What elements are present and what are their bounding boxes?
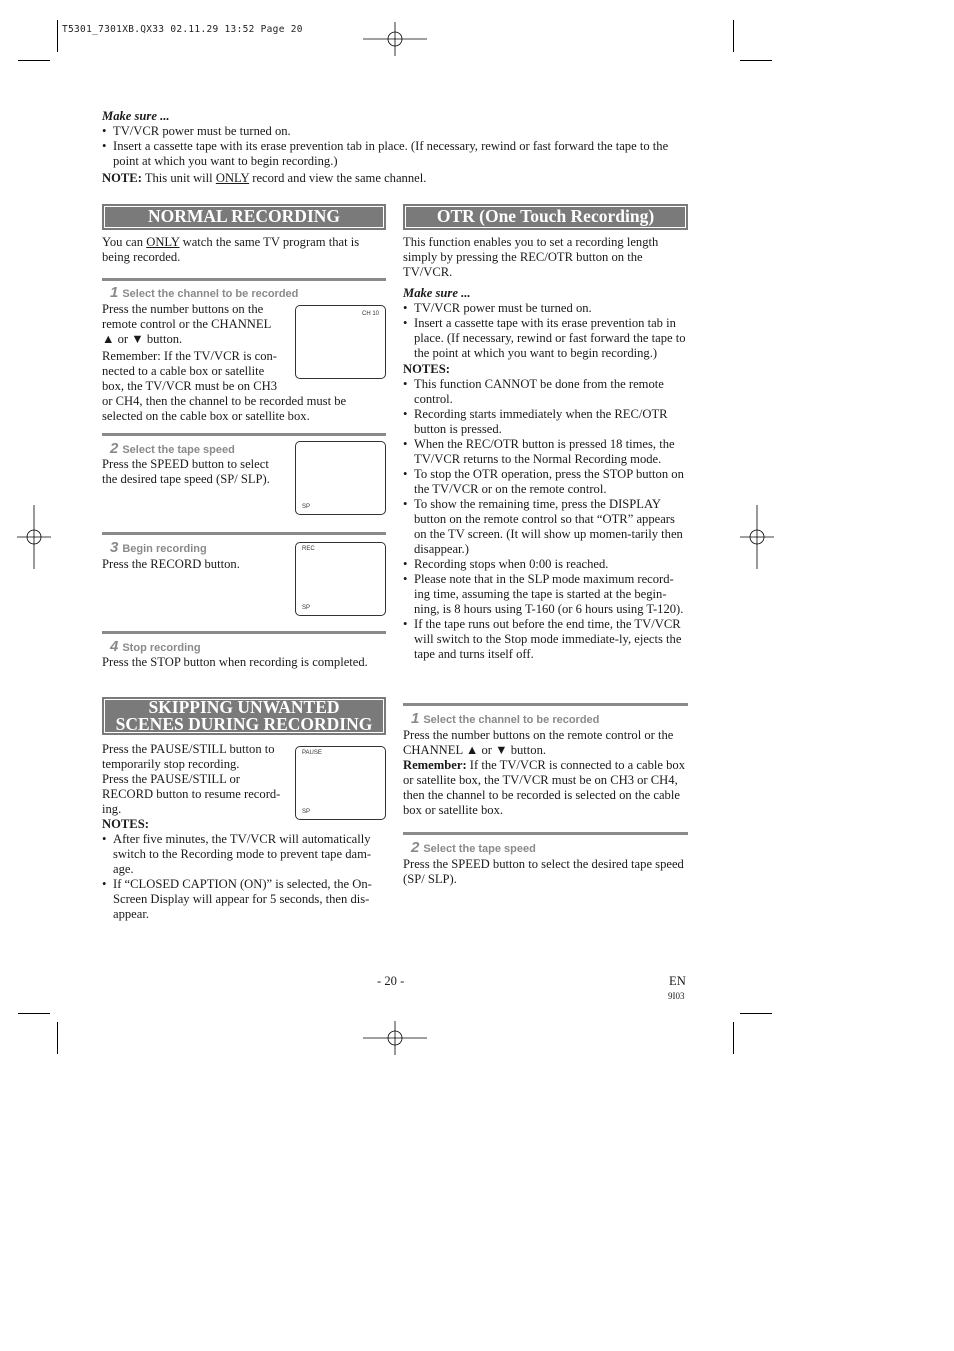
otr-step-1-text: Press the number buttons on the remote control or the CHANNEL ▲ or ▼ button. Remember: If the TV/VCR is connected to a cable box or satellite box, the TV/VCR must be on CH3 or CH4, then the channel to be recorded is selected on the cable box or satellite box. xyxy=(403,728,685,817)
note-bullet: • To show the remaining time, press the DISPLAY button on the remote control so that “OTR” appears on the TV screen. (It will show up momen-tarily then disappear.) xyxy=(403,497,683,556)
language-code: EN xyxy=(669,974,686,988)
registration-mark-top xyxy=(363,22,427,56)
make-sure-bullet: • Insert a cassette tape with its erase prevention tab in place. (If necessary, rewind or fast forward the tape to the point at which you want to begin recording.) xyxy=(403,316,686,360)
step-divider xyxy=(102,433,386,436)
step-3-text: Press the RECORD button. xyxy=(102,557,240,571)
note-bullet: • Recording starts immediately when the REC/OTR button is pressed. xyxy=(403,407,668,436)
note-bullet: • When the REC/OTR button is pressed 18 times, the TV/VCR returns to the Normal Recording mode. xyxy=(403,437,675,466)
tv-screen-sp: SP xyxy=(295,441,386,515)
skipping-text: Press the PAUSE/STILL button to temporarily stop recording. Press the PAUSE/STILL or RECORD button to resume record- ing. xyxy=(102,742,281,816)
page-number: - 20 - xyxy=(377,974,405,988)
skipping-header: SKIPPING UNWANTED SCENES DURING RECORDING xyxy=(102,697,386,735)
tv-screen-pause: PAUSE SP xyxy=(295,746,386,820)
step-1-text: Press the number buttons on the remote control or the CHANNEL ▲ or ▼ button. Remember: If the TV/VCR is con- nected to a cable box or satellite box, the TV/VCR must be on CH3 or CH4, then the channel to be recorded must be selected on the cable box or satellite box. xyxy=(102,302,347,423)
note-bullet: • Please note that in the SLP mode maximum record-ing time, assuming the tape is started at the begin-ning, is 8 hours using T-160 (or 6 hours using T-120). xyxy=(403,572,684,616)
step-2-text: Press the SPEED button to select the desired tape speed (SP/ SLP). xyxy=(102,457,270,486)
otr-step-1-heading: 1 Select the channel to be recorded xyxy=(411,710,600,727)
step-divider xyxy=(102,631,386,634)
intro-bullet: • TV/VCR power must be turned on. xyxy=(102,124,291,138)
note-bullet: • To stop the OTR operation, press the STOP button on the TV/VCR or on the remote control. xyxy=(403,467,684,496)
intro-note: NOTE: This unit will ONLY record and view the same channel. xyxy=(102,171,427,185)
step-3-heading: 3 Begin recording xyxy=(110,539,207,556)
step-4-text: Press the STOP button when recording is completed. xyxy=(102,655,368,669)
tv-screen-rec: REC SP xyxy=(295,542,386,616)
document-code: 9I03 xyxy=(668,991,685,1001)
step-1-heading: 1 Select the channel to be recorded xyxy=(110,284,299,301)
make-sure-label: Make sure ... xyxy=(102,109,170,123)
otr-step-2-text: Press the SPEED button to select the desired tape speed (SP/ SLP). xyxy=(403,857,684,886)
skipping-notes: NOTES: • After five minutes, the TV/VCR will automatically switch to the Recording mode to prevent tape dam-age. • If “CLOSED CAPTION (ON)” is selected, the On-Screen Display will appear for 5 seconds, then dis-appear. xyxy=(102,817,386,922)
step-divider xyxy=(102,532,386,535)
step-4-heading: 4 Stop recording xyxy=(110,638,201,655)
note-bullet: • After five minutes, the TV/VCR will automatically switch to the Recording mode to prevent tape dam-age. xyxy=(102,832,372,876)
step-divider xyxy=(403,703,688,706)
otr-content: This function enables you to set a recording length simply by pressing the REC/OTR button on the TV/VCR. Make sure ... • TV/VCR power must be turned on. • Insert a cassette tape with its erase prevention tab in place. (If necessary, rewind or fast forward the tape to the point at which you want to begin recording.) NOTES: • This function CANNOT be done from the remote control. • Recording starts immediately when the REC/OTR button is pressed. • When the REC/OTR button is pressed 18 times, the TV/VCR returns to the Normal Recording mode. • To stop the OTR operation, press the STOP button on the TV/VCR or on the remote control. • To show the remaining time, press the DISPLAY button on the remote control so that “OTR” appears on the TV screen. (It will show up momen-tarily then disappear.) • Recording stops when 0:00 is reached. • Please note that in the SLP mode maximum record-ing time, assuming the tape is started at the begin-ning, is 8 hours using T-160 (or 6 hours using T-120). • If the tape runs out before the end time, the TV/VCR will switch to the Stop mode immediate-ly, ejects the tape and turns itself off. xyxy=(403,235,688,662)
otr-step-2-heading: 2 Select the tape speed xyxy=(411,839,536,856)
intro-block xyxy=(102,109,682,186)
note-bullet: • Recording stops when 0:00 is reached. xyxy=(403,557,609,571)
step-divider xyxy=(102,278,386,281)
note-bullet: • If the tape runs out before the end time, the TV/VCR will switch to the Stop mode immediate-ly, ejects the tape and turns itself off. xyxy=(403,617,682,661)
printer-slug: T5301_7301XB.QX33 02.11.29 13:52 Page 20 xyxy=(62,24,303,35)
note-bullet: • This function CANNOT be done from the remote control. xyxy=(403,377,664,406)
registration-mark-right xyxy=(740,505,774,569)
step-divider xyxy=(403,832,688,835)
make-sure-bullet: • TV/VCR power must be turned on. xyxy=(403,301,592,315)
registration-mark-left xyxy=(17,505,51,569)
step-2-heading: 2 Select the tape speed xyxy=(110,440,235,457)
otr-header: OTR (One Touch Recording) xyxy=(403,204,688,230)
normal-recording-header: NORMAL RECORDING xyxy=(102,204,386,230)
registration-mark-bottom xyxy=(363,1021,427,1055)
tv-screen-ch10: CH 10 xyxy=(295,305,386,379)
intro-bullet: • Insert a cassette tape with its erase prevention tab in place. (If necessary, rewind or fast forward the tape to the point at which you want to begin recording.) xyxy=(102,139,669,168)
note-bullet: • If “CLOSED CAPTION (ON)” is selected, the On-Screen Display will appear for 5 seconds, then dis-appear. xyxy=(102,877,372,921)
normal-intro: You can ONLY watch the same TV program that is being recorded. xyxy=(102,235,360,264)
